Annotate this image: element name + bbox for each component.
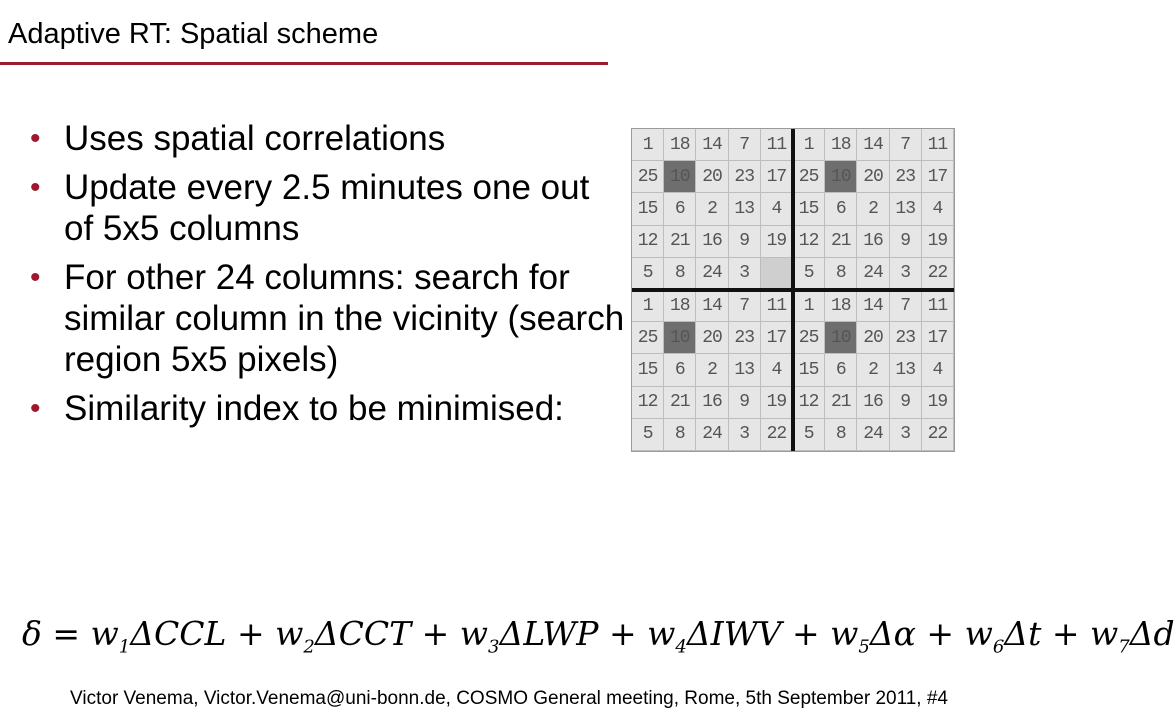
formula-weight: w <box>1090 614 1119 653</box>
grid-cell: 3 <box>729 258 761 290</box>
formula-delta: δ <box>22 614 42 653</box>
slide-title: Adaptive RT: Spatial scheme <box>8 18 379 50</box>
grid-cell: 8 <box>664 419 696 451</box>
grid-cell <box>761 258 793 290</box>
formula-difference-term: ΔIWV <box>686 614 782 653</box>
grid-cell: 18 <box>825 129 857 161</box>
formula-weight-index: 6 <box>992 636 1005 658</box>
grid-cell: 21 <box>825 226 857 258</box>
grid-cell: 20 <box>696 322 728 354</box>
grid-cell: 21 <box>664 387 696 419</box>
grid-cell: 20 <box>857 161 889 193</box>
grid-cell: 19 <box>761 387 793 419</box>
grid-cell: 5 <box>793 419 825 451</box>
grid-cell: 10 <box>664 322 696 354</box>
grid-cell: 3 <box>890 258 922 290</box>
grid-cell: 12 <box>632 226 664 258</box>
grid-cell: 23 <box>890 322 922 354</box>
formula-weight-index: 5 <box>858 636 870 658</box>
formula-equals: = <box>41 614 91 653</box>
bullet-marker: • <box>30 392 41 425</box>
grid-divider-horizontal <box>632 288 954 292</box>
grid-cell: 11 <box>922 290 954 322</box>
grid-cell: 12 <box>793 226 825 258</box>
grid-cell: 25 <box>632 161 664 193</box>
grid-cell: 7 <box>729 129 761 161</box>
grid-cell: 15 <box>632 193 664 225</box>
grid-cell: 12 <box>632 387 664 419</box>
grid-cell: 11 <box>761 129 793 161</box>
grid-cell: 13 <box>729 354 761 386</box>
formula-weight-index: 3 <box>488 636 500 658</box>
grid-cell: 3 <box>729 419 761 451</box>
bullet-item <box>26 118 626 159</box>
grid-cell: 23 <box>729 161 761 193</box>
formula-weight-index: 4 <box>675 636 687 658</box>
bullet-marker: • <box>30 261 41 294</box>
formula-weight-index: 2 <box>303 636 315 658</box>
grid-cell: 1 <box>793 290 825 322</box>
grid-cell: 15 <box>793 354 825 386</box>
grid-cell: 19 <box>922 387 954 419</box>
bullet-text: For other 24 columns: search for similar column in the vicinity (search region 5x5 pixels) <box>64 258 625 379</box>
grid-cell: 20 <box>696 161 728 193</box>
grid-cell: 16 <box>696 226 728 258</box>
grid-cell: 5 <box>793 258 825 290</box>
grid-cell: 6 <box>825 193 857 225</box>
grid-cell: 21 <box>825 387 857 419</box>
grid-cell: 25 <box>632 322 664 354</box>
bullet-item <box>26 388 626 429</box>
grid-cell: 24 <box>696 419 728 451</box>
grid-cell: 4 <box>922 193 954 225</box>
grid-cell: 4 <box>761 354 793 386</box>
formula-plus: + <box>226 614 276 653</box>
grid-cell: 1 <box>632 290 664 322</box>
grid-cell: 25 <box>793 322 825 354</box>
formula-weight: w <box>459 614 489 653</box>
grid-cell: 17 <box>761 322 793 354</box>
formula-weight: w <box>275 614 304 653</box>
grid-cell: 15 <box>632 354 664 386</box>
grid-cell: 15 <box>793 193 825 225</box>
grid-cell: 7 <box>890 129 922 161</box>
grid-cell: 14 <box>696 290 728 322</box>
formula-weight: w <box>830 614 859 653</box>
grid-cell: 17 <box>922 161 954 193</box>
formula-plus: + <box>781 614 831 653</box>
bullet-marker: • <box>30 122 41 155</box>
formula-plus: + <box>598 614 648 653</box>
grid-cell: 11 <box>761 290 793 322</box>
formula-difference-term: ΔCCL <box>130 614 227 653</box>
grid-cell: 9 <box>890 387 922 419</box>
grid-cell: 16 <box>696 387 728 419</box>
grid-cell: 2 <box>857 193 889 225</box>
grid-cell: 10 <box>825 161 857 193</box>
formula-difference-term: Δt <box>1004 614 1042 653</box>
bullet-item <box>26 167 626 249</box>
grid-cell: 16 <box>857 387 889 419</box>
grid-cell: 24 <box>696 258 728 290</box>
formula-weight: w <box>90 614 119 653</box>
formula-weight-index: 1 <box>118 636 131 658</box>
grid-cell: 20 <box>857 322 889 354</box>
grid-cell: 8 <box>825 258 857 290</box>
grid-cell: 16 <box>857 226 889 258</box>
title-underline <box>0 62 608 65</box>
grid-cell: 8 <box>664 258 696 290</box>
grid-cell: 4 <box>761 193 793 225</box>
formula-difference-term: Δd <box>1129 614 1175 653</box>
grid-cell: 22 <box>922 258 954 290</box>
grid-cell: 24 <box>857 258 889 290</box>
formula-weight: w <box>964 614 993 653</box>
grid-cell: 17 <box>761 161 793 193</box>
formula-difference-term: ΔLWP <box>499 614 599 653</box>
formula-difference-term: ΔCCT <box>314 614 412 653</box>
grid-cell: 19 <box>761 226 793 258</box>
grid-cell: 6 <box>825 354 857 386</box>
grid-cell: 25 <box>793 161 825 193</box>
grid-cell: 4 <box>922 354 954 386</box>
formula-weight-index: 7 <box>1118 636 1130 658</box>
formula-weight: w <box>647 614 676 653</box>
bullet-text: Uses spatial correlations <box>64 119 446 158</box>
grid-cell: 14 <box>857 129 889 161</box>
grid-cell: 11 <box>922 129 954 161</box>
grid-cell: 5 <box>632 258 664 290</box>
bullet-item <box>26 257 626 380</box>
grid-cell: 17 <box>922 322 954 354</box>
grid-cell: 9 <box>729 226 761 258</box>
grid-cell: 22 <box>761 419 793 451</box>
grid-cell: 24 <box>857 419 889 451</box>
grid-cell: 13 <box>890 193 922 225</box>
grid-cell: 3 <box>890 419 922 451</box>
grid-cell: 18 <box>664 129 696 161</box>
grid-cell: 10 <box>664 161 696 193</box>
grid-cell: 5 <box>632 419 664 451</box>
column-grid-figure <box>631 128 955 452</box>
slide-footer: Victor Venema, Victor.Venema@uni-bonn.de, COSMO General meeting, Rome, 5th September 2011, #4 <box>70 688 948 709</box>
grid-cell: 2 <box>696 193 728 225</box>
bullet-list <box>26 118 626 437</box>
grid-cell: 18 <box>825 290 857 322</box>
grid-cell: 13 <box>890 354 922 386</box>
bullet-text: Similarity index to be minimised: <box>64 389 564 428</box>
formula-plus: + <box>411 614 460 653</box>
grid-cell: 13 <box>729 193 761 225</box>
grid-cell: 14 <box>857 290 889 322</box>
grid-cell: 1 <box>632 129 664 161</box>
grid-cell: 21 <box>664 226 696 258</box>
grid-cell: 7 <box>890 290 922 322</box>
grid-cell: 9 <box>729 387 761 419</box>
grid-cell: 8 <box>825 419 857 451</box>
grid-cell: 12 <box>793 387 825 419</box>
grid-cell: 23 <box>729 322 761 354</box>
grid-cell: 6 <box>664 193 696 225</box>
grid-cell: 7 <box>729 290 761 322</box>
bullet-text: Update every 2.5 minutes one out of 5x5 columns <box>64 168 590 248</box>
grid-cell: 18 <box>664 290 696 322</box>
grid-cell: 23 <box>890 161 922 193</box>
grid-cell: 22 <box>922 419 954 451</box>
formula-plus: + <box>915 614 965 653</box>
grid-cell: 1 <box>793 129 825 161</box>
grid-cell: 14 <box>696 129 728 161</box>
bullet-marker: • <box>30 171 41 204</box>
grid-cell: 10 <box>825 322 857 354</box>
grid-cell: 19 <box>922 226 954 258</box>
formula-plus: + <box>1041 614 1091 653</box>
grid-cell: 6 <box>664 354 696 386</box>
grid-cell: 9 <box>890 226 922 258</box>
formula-difference-term: Δα <box>869 614 916 653</box>
grid-cell: 2 <box>857 354 889 386</box>
grid-cell: 2 <box>696 354 728 386</box>
